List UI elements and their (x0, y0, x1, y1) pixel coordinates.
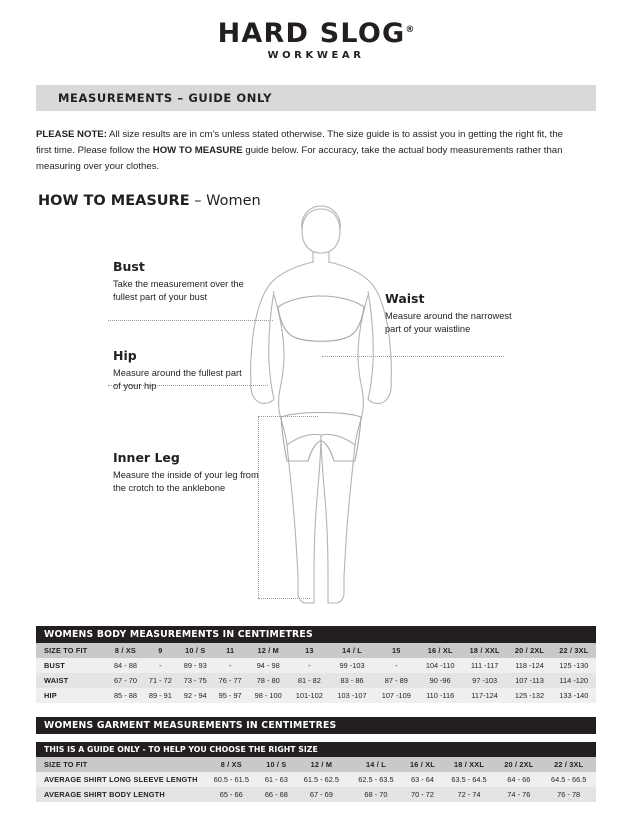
table-cell: 94 - 98 (248, 658, 289, 673)
column-header: 14 / L (349, 757, 404, 772)
column-header: 11 (213, 643, 248, 658)
body-measurements-title: WOMENS BODY MEASUREMENTS IN CENTIMETRES (36, 626, 596, 643)
table-row (36, 787, 596, 802)
table-cell: - (374, 658, 418, 673)
table-cell: - (213, 658, 248, 673)
please-note-prefix: PLEASE NOTE: (36, 129, 107, 140)
please-note-emphasis: HOW TO MEASURE (152, 145, 243, 156)
table-row (36, 658, 596, 673)
table-cell: 74 - 76 (496, 787, 541, 802)
table-cell: 76 - 77 (213, 673, 248, 688)
brand-name (218, 20, 415, 47)
callout-bust (113, 259, 263, 304)
column-header: 22 / 3XL (552, 643, 596, 658)
table-cell: 99 -103 (330, 658, 374, 673)
registered-mark: ® (405, 25, 415, 35)
table-row (36, 772, 596, 787)
column-header: 20 / 2XL (496, 757, 541, 772)
callout-waist-title: Waist (385, 291, 425, 306)
column-header: 16 / XL (418, 643, 461, 658)
row-label: BUST (36, 658, 108, 673)
table-cell: 103 -107 (330, 688, 374, 703)
body-measurements-tbody (36, 643, 596, 703)
column-header-size-to-fit: SIZE TO FIT (36, 643, 108, 658)
table-cell: 84 - 88 (108, 658, 143, 673)
please-note-text-1: All size results are in cm’s unless stated otherwise. The size guide is to assist you in getting the right fit, the first time. Please follow the (36, 129, 564, 156)
table-cell: 72 - 74 (442, 787, 497, 802)
garment-measurements-table (36, 757, 596, 802)
row-label: WAIST (36, 673, 108, 688)
column-header: 13 (289, 643, 330, 658)
table-cell: 68 - 70 (349, 787, 404, 802)
table-cell: 90 -96 (418, 673, 461, 688)
body-measurements-table (36, 643, 596, 703)
table-cell: 111 -117 (462, 658, 508, 673)
column-header: 15 (374, 643, 418, 658)
table-cell: 61.5 - 62.5 (294, 772, 349, 787)
table-cell: 62.5 - 63.5 (349, 772, 404, 787)
column-header: 9 (143, 643, 178, 658)
row-label: AVERAGE SHIRT LONG SLEEVE LENGTH (36, 772, 204, 787)
table-cell: 66 - 68 (259, 787, 295, 802)
table-cell: 83 - 86 (330, 673, 374, 688)
table-cell: 61 - 63 (259, 772, 295, 787)
table-row (36, 688, 596, 703)
garment-measurements-section (36, 717, 596, 802)
table-cell: 71 - 72 (143, 673, 178, 688)
table-cell: 67 - 69 (294, 787, 349, 802)
table-cell: 76 - 78 (541, 787, 596, 802)
table-cell: 95 - 97 (213, 688, 248, 703)
garment-title-spacer (36, 734, 596, 742)
row-label: AVERAGE SHIRT BODY LENGTH (36, 787, 204, 802)
table-cell: 89 - 93 (178, 658, 213, 673)
table-cell: 70 - 72 (403, 787, 442, 802)
please-note-text-2: guide below. For accuracy, take the actual body measurements rather than measuring over your clothes. (36, 145, 563, 172)
column-header: 16 / XL (403, 757, 442, 772)
table-cell: 65 - 66 (204, 787, 259, 802)
callout-hip-desc: Measure around the fullest part of your hip (113, 368, 242, 391)
callout-bust-title: Bust (113, 259, 145, 274)
table-row (36, 673, 596, 688)
brand-name-text: HARD SLOG (217, 18, 406, 49)
column-header: 12 / M (248, 643, 289, 658)
column-header: 10 / S (178, 643, 213, 658)
callout-waist (385, 291, 515, 336)
table-cell: 64.5 - 66.5 (541, 772, 596, 787)
column-header: 8 / XS (204, 757, 259, 772)
table-cell: 107 -113 (507, 673, 551, 688)
garment-measurements-title: WOMENS GARMENT MEASUREMENTS IN CENTIMETRES (36, 717, 596, 734)
table-cell: 118 -124 (507, 658, 551, 673)
column-header: 20 / 2XL (507, 643, 551, 658)
brand-subtitle: WORKWEAR (267, 50, 365, 61)
table-cell: 78 - 80 (248, 673, 289, 688)
table-cell: - (143, 658, 178, 673)
table-cell: 60.5 - 61.5 (204, 772, 259, 787)
body-measurements-section (36, 626, 596, 703)
table-cell: 125 -130 (552, 658, 596, 673)
table-cell: 81 - 82 (289, 673, 330, 688)
table-cell: 117-124 (462, 688, 508, 703)
table-cell: 67 - 70 (108, 673, 143, 688)
table-cell: 110 -116 (418, 688, 461, 703)
body-measurements-header-row (36, 643, 596, 658)
table-cell: 101-102 (289, 688, 330, 703)
please-note-paragraph (36, 127, 581, 175)
row-label: HIP (36, 688, 108, 703)
garment-measurements-subtitle: THIS IS A GUIDE ONLY - TO HELP YOU CHOOSE THE RIGHT SIZE (36, 742, 596, 757)
column-header: 14 / L (330, 643, 374, 658)
table-cell: 98 - 100 (248, 688, 289, 703)
table-cell: 97 -103 (462, 673, 508, 688)
callout-waist-desc: Measure around the narrowest part of your waistline (385, 311, 512, 334)
column-header: 12 / M (294, 757, 349, 772)
table-cell: 73 - 75 (178, 673, 213, 688)
measurement-diagram (0, 211, 632, 626)
callout-inner-leg-desc: Measure the inside of your leg from the crotch to the anklebone (113, 470, 259, 493)
table-cell: 92 - 94 (178, 688, 213, 703)
column-header: 8 / XS (108, 643, 143, 658)
column-header: 22 / 3XL (541, 757, 596, 772)
column-header: 18 / XXL (462, 643, 508, 658)
column-header-size-to-fit: SIZE TO FIT (36, 757, 204, 772)
callout-bust-desc: Take the measurement over the fullest part of your bust (113, 279, 244, 302)
table-cell: 114 -120 (552, 673, 596, 688)
table-cell: - (289, 658, 330, 673)
brand-logo (0, 0, 632, 61)
callout-hip (113, 348, 243, 393)
callout-inner-leg (113, 450, 263, 495)
how-to-measure-heading-rest: – Women (189, 193, 261, 209)
measurements-banner (36, 85, 596, 111)
table-cell: 107 -109 (374, 688, 418, 703)
table-cell: 104 -110 (418, 658, 461, 673)
how-to-measure-heading-bold: HOW TO MEASURE (38, 193, 190, 209)
column-header: 18 / XXL (442, 757, 497, 772)
table-cell: 89 - 91 (143, 688, 178, 703)
garment-measurements-tbody (36, 757, 596, 802)
table-cell: 85 - 88 (108, 688, 143, 703)
callout-inner-leg-title: Inner Leg (113, 450, 180, 465)
measurements-banner-label: MEASUREMENTS – GUIDE ONLY (58, 91, 273, 105)
table-cell: 63.5 - 64.5 (442, 772, 497, 787)
callout-hip-title: Hip (113, 348, 137, 363)
garment-measurements-header-row (36, 757, 596, 772)
section-gap (0, 703, 632, 717)
table-cell: 87 - 89 (374, 673, 418, 688)
table-cell: 64 - 66 (496, 772, 541, 787)
table-cell: 125 -132 (507, 688, 551, 703)
table-cell: 133 -140 (552, 688, 596, 703)
table-cell: 63 - 64 (403, 772, 442, 787)
column-header: 10 / S (259, 757, 295, 772)
